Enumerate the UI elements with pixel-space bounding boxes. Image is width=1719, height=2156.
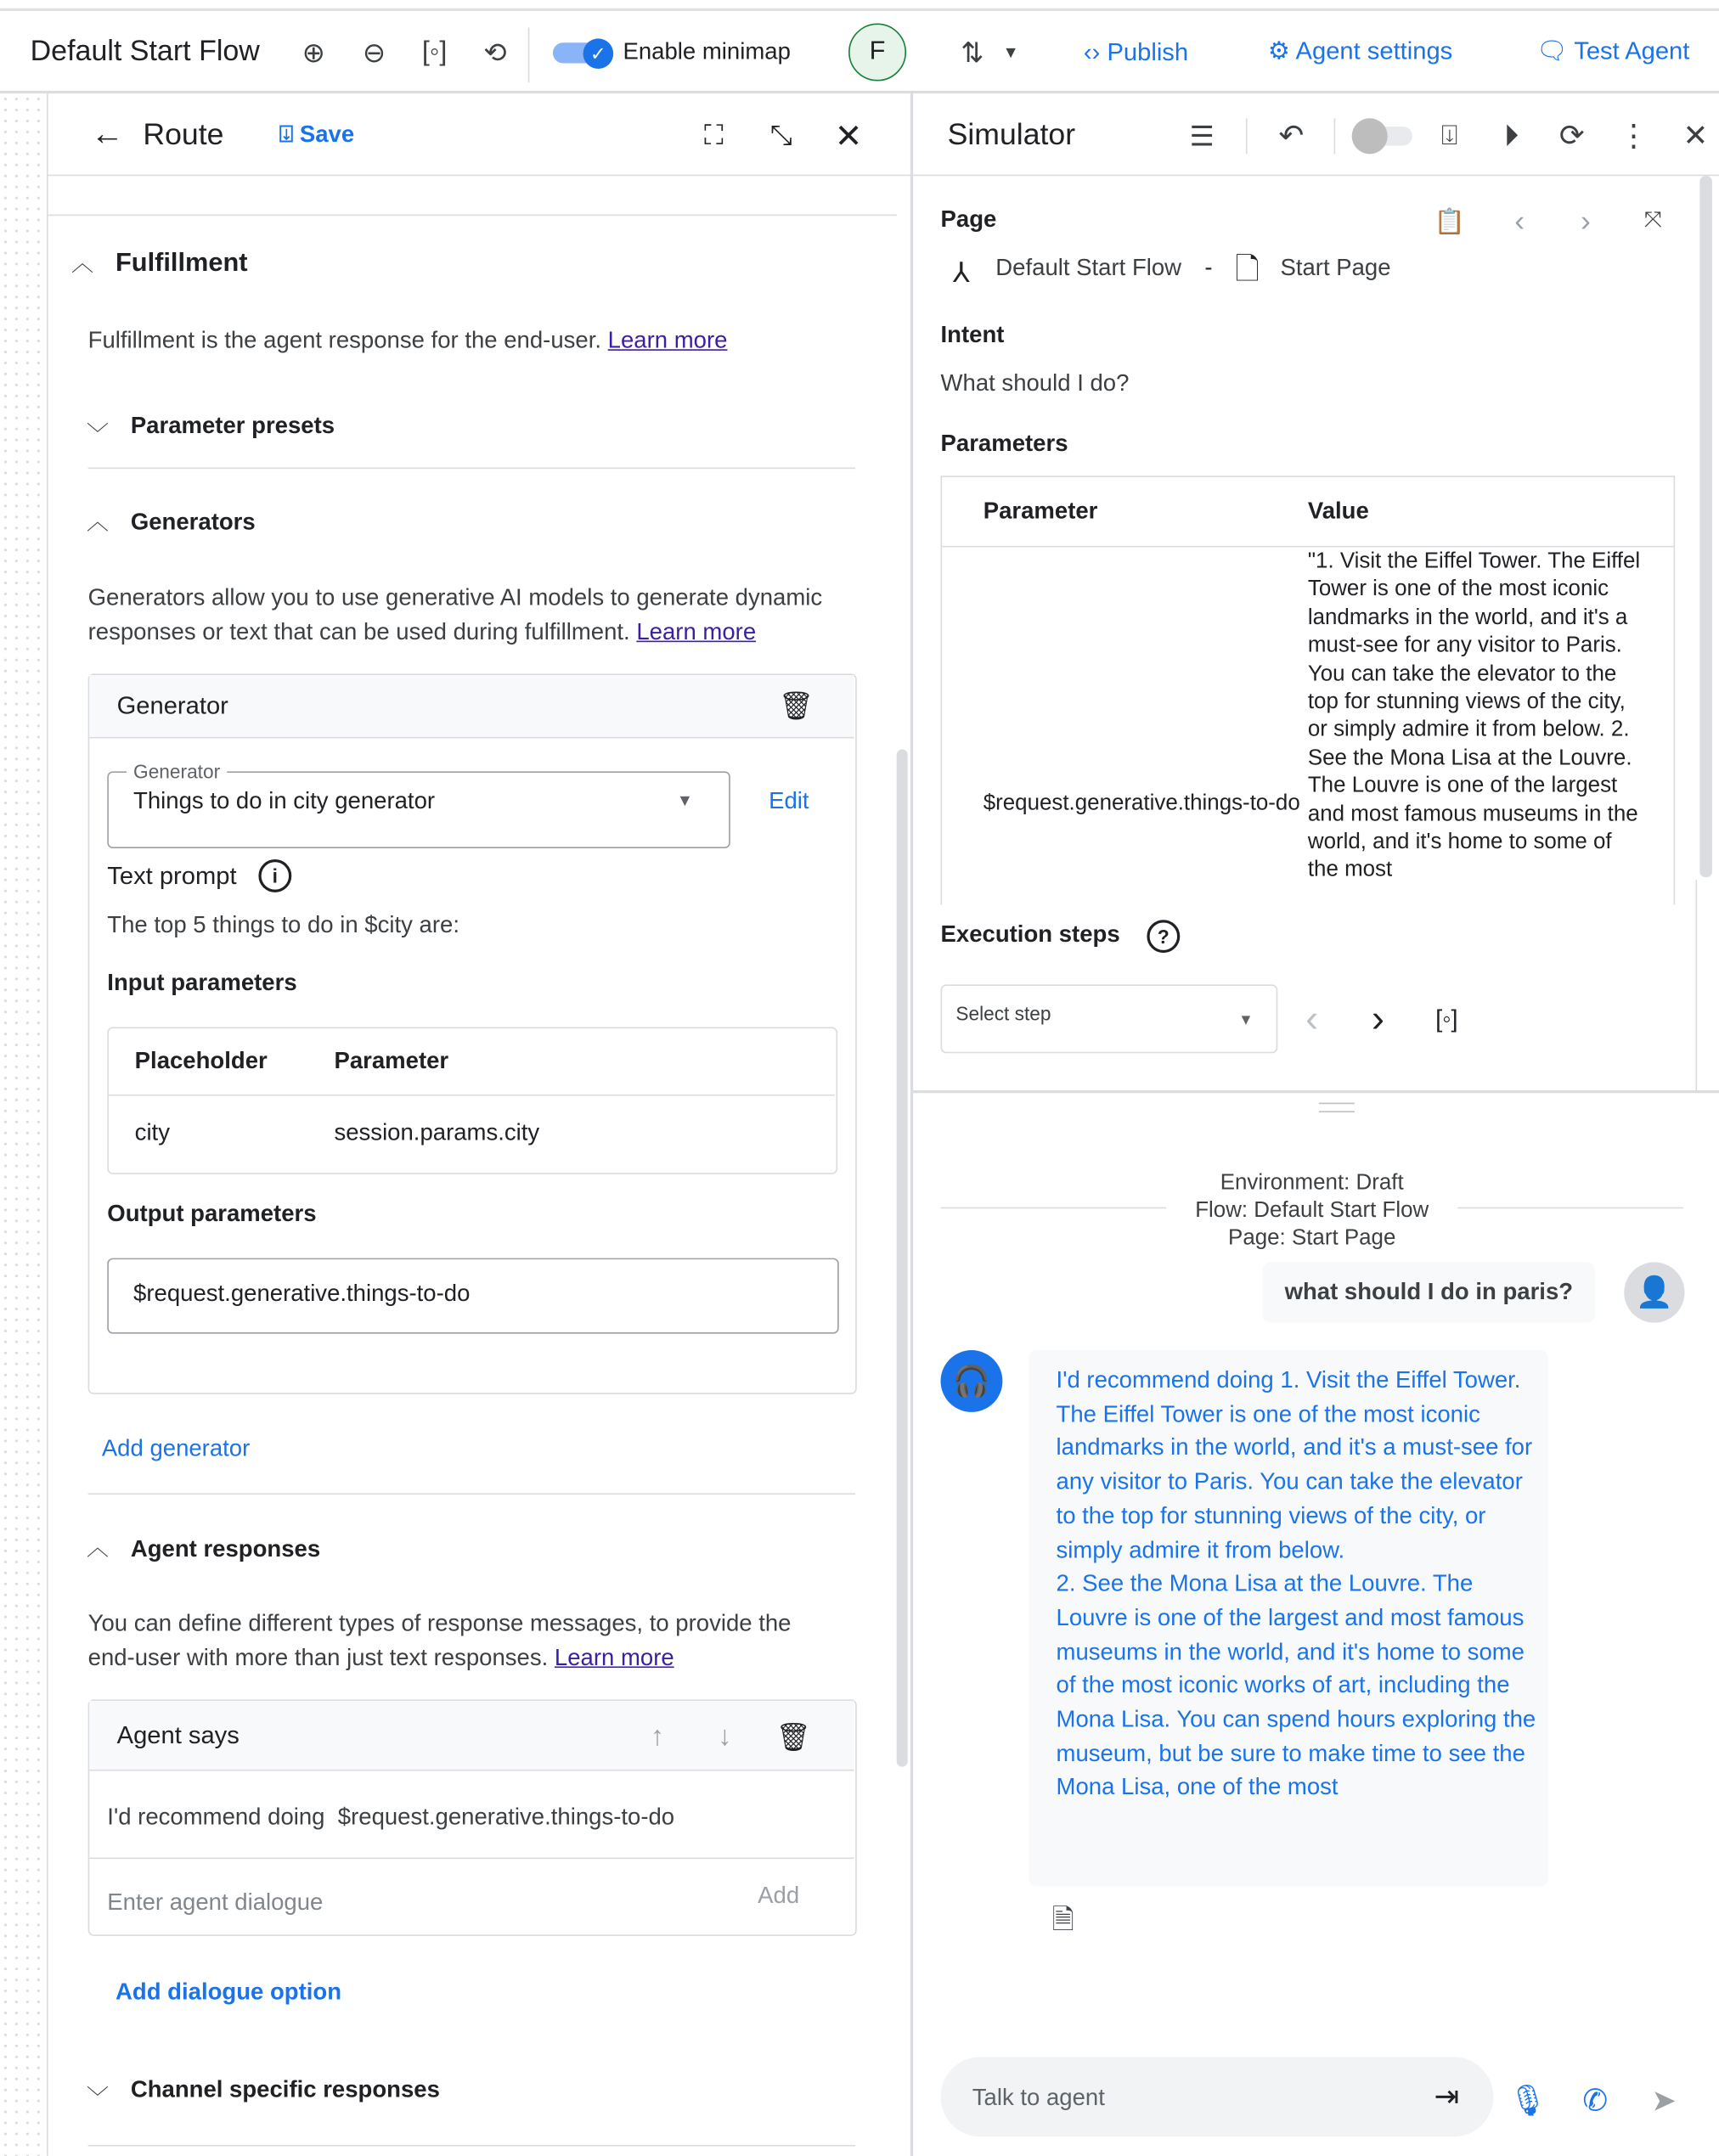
- chevron-down-icon[interactable]: ﹀: [86, 422, 109, 447]
- zoom-out-icon[interactable]: ⊖: [362, 37, 386, 69]
- desc-line: end-user with more than just text responses.: [87, 1644, 549, 1671]
- save-label: Save: [299, 121, 355, 148]
- environment-info: [1166, 1170, 1457, 1253]
- chevron-left-icon[interactable]: ‹: [1514, 203, 1525, 239]
- more-vert-icon[interactable]: ⋮: [1618, 118, 1649, 153]
- flow-name: Default Start Flow: [995, 254, 1182, 281]
- chat-icon: 🗨: [1536, 37, 1568, 65]
- send-icon[interactable]: ➤: [1651, 2083, 1677, 2118]
- reset-layout-icon[interactable]: ⟲: [483, 37, 507, 69]
- user-message: what should I do in paris?: [1262, 1262, 1595, 1322]
- test-agent-label: Test Agent: [1574, 37, 1690, 65]
- page-icon: 🗋: [1235, 251, 1260, 286]
- arrow-up-icon[interactable]: ↑: [650, 1720, 665, 1752]
- generators-desc: [88, 580, 823, 649]
- zoom-in-icon[interactable]: ⊕: [302, 37, 325, 69]
- swap-vert-icon[interactable]: ⇅: [961, 37, 984, 69]
- fulfillment-desc: [88, 327, 728, 354]
- table-cell: session.params.city: [334, 1119, 540, 1146]
- agent-message-paragraph: 2. See the Mona Lisa at the Louvre. The Louvre is one of the largest and most famous museums in the world, and it's home to some of the most iconic works of art, including the Mona Lisa. You can spend hours exploring the museum, but be sure to make time to see the Mona Lisa, one of the most: [1056, 1570, 1536, 1801]
- add-dialogue-option-link[interactable]: Add dialogue option: [116, 1979, 342, 2005]
- info-icon[interactable]: i: [258, 859, 291, 892]
- route-title: Route: [143, 116, 224, 152]
- output-params-label: Output parameters: [107, 1200, 317, 1227]
- agent-responses-header[interactable]: Agent responses: [130, 1535, 321, 1562]
- agent-responses-desc: [88, 1606, 792, 1675]
- table-header: Parameter: [334, 1047, 449, 1074]
- fullscreen-icon[interactable]: ⛶: [704, 120, 724, 151]
- add-button[interactable]: Add: [758, 1882, 800, 1909]
- agent-headset-icon: 🎧: [941, 1350, 1003, 1412]
- check-icon: ✓: [583, 38, 614, 69]
- param-name: $request.generative.things-to-do: [983, 791, 1300, 816]
- microphone-icon[interactable]: 🎙: [1508, 2083, 1547, 2118]
- chevron-right-icon[interactable]: ›: [1371, 996, 1384, 1040]
- parameters-table: [941, 476, 1676, 906]
- agent-says-title: Agent says: [116, 1721, 240, 1749]
- publish-button[interactable]: [1084, 38, 1188, 67]
- desc-line: Generators allow you to use generative AI models to generate dynamic: [87, 584, 823, 611]
- chevron-up-icon[interactable]: ︿: [86, 1536, 109, 1560]
- toggle-switch[interactable]: [1352, 118, 1415, 154]
- fulfillment-heading: Fulfillment: [116, 249, 248, 279]
- minimap-label: Enable minimap: [623, 38, 791, 65]
- chevron-up-icon[interactable]: ︿: [71, 252, 94, 276]
- test-agent-button[interactable]: [1536, 37, 1690, 66]
- route-scrollbar[interactable]: [897, 749, 908, 1766]
- close-icon[interactable]: ✕: [1682, 118, 1709, 153]
- desc-line: You can define different types of response messages, to provide the: [87, 1610, 792, 1636]
- menu-icon[interactable]: ☰: [1189, 121, 1215, 152]
- input-mode-icon[interactable]: ⇥: [1434, 2079, 1460, 2114]
- param-value: "1. Visit the Eiffel Tower. The Eiffel Tower is one of the most iconic landmarks in the world, and it's a must-see for any visitor to Paris. You can take the elevator to the top for stunning views of the city, or simply admire it from below. 2. See the Mona Lisa at the Louvre. The Louvre is one of the largest and most famous museums in the world, and it's home to some of the most: [1307, 549, 1641, 882]
- learn-more-link[interactable]: Learn more: [554, 1644, 674, 1671]
- separator: -: [1204, 254, 1213, 281]
- gear-icon: ⚙: [1267, 37, 1291, 65]
- execution-steps-label: Execution steps: [940, 920, 1120, 948]
- play-icon[interactable]: ⏵: [1503, 118, 1519, 153]
- env-line: Environment: Draft: [1220, 1171, 1404, 1196]
- user-avatar-icon: 👤: [1624, 1262, 1684, 1322]
- dropdown-arrow-icon[interactable]: ▼: [1002, 42, 1019, 62]
- drag-handle[interactable]: [1319, 1103, 1355, 1112]
- publish-label: Publish: [1107, 38, 1189, 66]
- save-button[interactable]: [279, 121, 354, 148]
- learn-more-link[interactable]: Learn more: [607, 327, 728, 354]
- download-icon[interactable]: ⍗: [1440, 120, 1458, 151]
- code-icon: ‹›: [1083, 38, 1101, 66]
- generators-header[interactable]: Generators: [130, 509, 256, 535]
- dropdown-arrow-icon[interactable]: ▼: [676, 791, 693, 810]
- table-header: Value: [1307, 498, 1369, 524]
- flow-title: Default Start Flow: [30, 36, 260, 68]
- canvas-strip: [0, 93, 47, 2156]
- select-step-placeholder: Select step: [955, 1002, 1051, 1025]
- agent-settings-button[interactable]: [1268, 37, 1452, 66]
- page-name: Start Page: [1280, 254, 1391, 281]
- intent-label: Intent: [940, 321, 1005, 348]
- focus-icon[interactable]: [◦]: [421, 36, 448, 67]
- dropdown-arrow-icon[interactable]: ▼: [1238, 1011, 1254, 1029]
- trash-icon[interactable]: 🗑: [775, 1722, 811, 1753]
- parameters-label: Parameters: [940, 430, 1068, 457]
- desc-text: Fulfillment is the agent response for the end-user.: [87, 327, 602, 354]
- chevron-left-icon[interactable]: ‹: [1305, 996, 1319, 1040]
- table-header: Placeholder: [134, 1047, 268, 1074]
- env-line: Flow: Default Start Flow: [1195, 1198, 1429, 1223]
- avatar[interactable]: F: [848, 24, 906, 82]
- agent-message-paragraph: I'd recommend doing 1. Visit the Eiffel Tower. The Eiffel Tower is one of the most iconic landmarks in the world, and it's a must-see for any visitor to Paris. You can take the elevator to the top for stunning views of the city, or simply admire it from below.: [1056, 1366, 1533, 1563]
- reset-icon[interactable]: ⟳: [1558, 118, 1585, 153]
- arrow-down-icon[interactable]: ↓: [718, 1720, 732, 1752]
- page-label: Page: [940, 205, 997, 233]
- add-generator-link[interactable]: Add generator: [101, 1435, 251, 1462]
- chevron-right-icon[interactable]: ›: [1580, 203, 1591, 239]
- table-header: Parameter: [983, 498, 1098, 524]
- undo-icon[interactable]: ↶: [1278, 118, 1305, 153]
- table-cell: city: [134, 1119, 170, 1146]
- trash-icon[interactable]: 🗑: [778, 690, 814, 722]
- chevron-down-icon[interactable]: ﹀: [86, 2086, 109, 2110]
- collapse-icon[interactable]: ⤡: [769, 120, 792, 151]
- agent-settings-label: Agent settings: [1295, 37, 1453, 65]
- generator-value: Things to do in city generator: [133, 787, 436, 814]
- output-value: $request.generative.things-to-do: [133, 1280, 471, 1307]
- input-params-label: Input parameters: [107, 969, 297, 996]
- text-prompt: The top 5 things to do in $city are:: [107, 911, 459, 938]
- help-icon[interactable]: ?: [1147, 920, 1180, 953]
- close-icon[interactable]: ✕: [834, 117, 863, 155]
- env-line: Page: Start Page: [1228, 1226, 1396, 1250]
- clipboard-icon[interactable]: 📋: [1434, 206, 1465, 235]
- focus-icon[interactable]: [◦]: [1435, 1004, 1458, 1033]
- generator-field-label: Generator: [127, 760, 227, 782]
- desc-line: responses or text that can be used during fulfillment.: [87, 618, 630, 645]
- simulator-title: Simulator: [947, 116, 1076, 152]
- chevron-up-icon[interactable]: ︿: [86, 510, 109, 535]
- agent-dialogue-input[interactable]: Enter agent dialogue: [107, 1889, 324, 1916]
- edit-link[interactable]: Edit: [769, 787, 809, 814]
- minimap-toggle[interactable]: [553, 38, 613, 65]
- agent-message: [1029, 1350, 1548, 1886]
- intent-value: What should I do?: [940, 369, 1130, 397]
- doc-info-icon[interactable]: 🗎: [1051, 1905, 1074, 1936]
- parameter-presets-header[interactable]: Parameter presets: [130, 412, 335, 439]
- talk-input-placeholder: Talk to agent: [972, 2084, 1105, 2111]
- channel-specific-header[interactable]: Channel specific responses: [130, 2075, 440, 2103]
- generator-card-title: Generator: [116, 691, 228, 719]
- back-arrow-icon[interactable]: ←: [90, 115, 124, 153]
- learn-more-link[interactable]: Learn more: [636, 618, 757, 645]
- text-prompt-label: Text prompt: [107, 862, 237, 890]
- collapse-icon[interactable]: ⤧: [1643, 209, 1662, 233]
- simulator-scrollbar[interactable]: [1699, 176, 1712, 877]
- flow-icon: ⅄: [952, 257, 970, 289]
- phone-icon[interactable]: ✆: [1582, 2083, 1609, 2118]
- agent-message[interactable]: I'd recommend doing $request.generative.things-to-do: [107, 1804, 675, 1831]
- save-icon: ⍗: [279, 121, 294, 148]
